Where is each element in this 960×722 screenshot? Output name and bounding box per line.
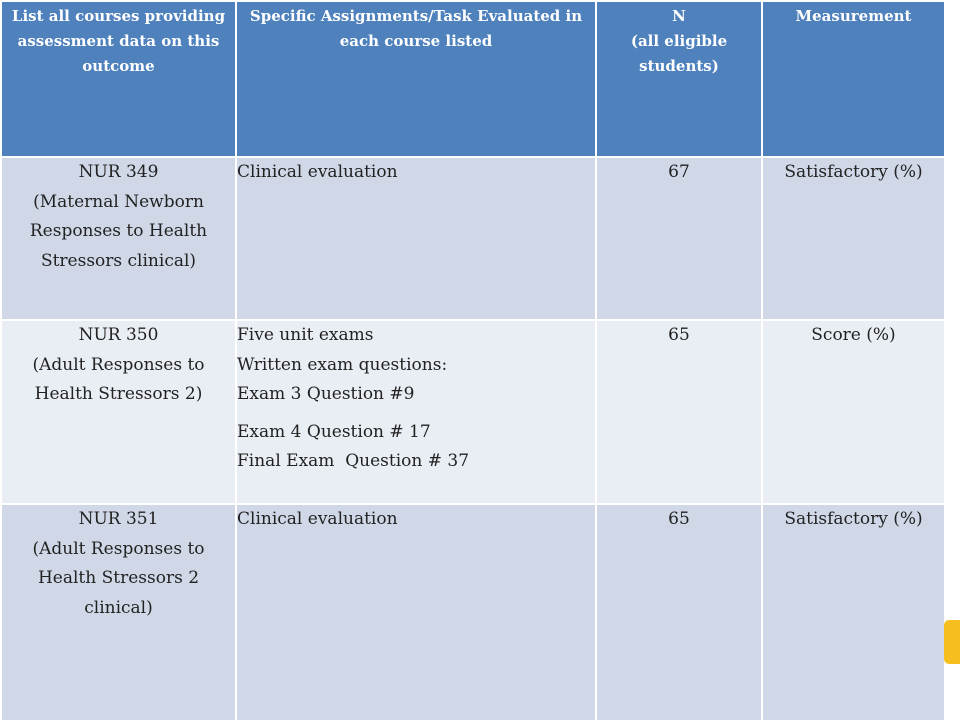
header-n-line: students) xyxy=(639,57,719,75)
n-cell xyxy=(596,320,762,504)
slide-accent-tab xyxy=(944,620,960,664)
course-line: Responses to Health xyxy=(29,221,208,241)
task-line: Written exam questions: xyxy=(237,354,448,375)
header-measurement xyxy=(762,1,945,157)
n-value: 65 xyxy=(668,325,690,345)
course-cell xyxy=(1,504,236,721)
course-line: NUR 351 xyxy=(78,509,159,529)
table-row xyxy=(1,320,945,504)
course-cell xyxy=(1,157,236,320)
table-row xyxy=(1,157,945,320)
header-courses-line: outcome xyxy=(82,57,155,75)
header-tasks xyxy=(236,1,596,157)
header-courses-line: List all courses providing xyxy=(11,7,226,25)
course-line: Health Stressors 2) xyxy=(34,384,203,404)
course-line: Stressors clinical) xyxy=(40,250,197,271)
header-tasks-line: each course listed xyxy=(339,32,493,50)
task-line: Final Exam Question # 37 xyxy=(237,451,470,471)
n-cell xyxy=(596,157,762,320)
course-line: NUR 349 xyxy=(78,162,159,182)
task-line: Exam 3 Question #9 xyxy=(237,384,415,404)
task-cell xyxy=(236,320,596,504)
header-tasks-line: Specific Assignments/Task Evaluated in xyxy=(249,7,583,25)
task-line: Clinical evaluation xyxy=(237,509,398,529)
task-cell xyxy=(236,504,596,721)
table-row xyxy=(1,504,945,721)
header-n-line: (all eligible xyxy=(630,32,728,50)
course-line: Health Stressors 2 clinical) xyxy=(37,568,200,618)
n-cell xyxy=(596,504,762,721)
course-cell xyxy=(1,320,236,504)
header-courses xyxy=(1,1,236,157)
course-line: (Adult Responses to xyxy=(32,354,205,375)
course-line: NUR 350 xyxy=(78,325,159,345)
task-line: Clinical evaluation xyxy=(237,162,398,182)
measurement-cell xyxy=(762,157,945,320)
header-courses-line: assessment data on this xyxy=(17,32,220,50)
task-line: Exam 4 Question # 17 xyxy=(237,421,431,442)
measurement-value: Satisfactory (%) xyxy=(784,162,923,182)
header-row xyxy=(1,1,945,157)
measurement-cell xyxy=(762,504,945,721)
header-measurement-label: Measurement xyxy=(795,7,912,25)
header-n xyxy=(596,1,762,157)
header-n-line: N xyxy=(672,7,686,25)
task-line: Five unit exams xyxy=(237,325,374,345)
course-line: (Maternal Newborn xyxy=(33,191,204,212)
n-value: 67 xyxy=(668,162,690,182)
measurement-value: Score (%) xyxy=(811,325,896,345)
measurement-value: Satisfactory (%) xyxy=(784,509,923,529)
course-line: (Adult Responses to xyxy=(32,538,205,559)
task-cell xyxy=(236,157,596,320)
n-value: 65 xyxy=(668,509,690,529)
measurement-cell xyxy=(762,320,945,504)
